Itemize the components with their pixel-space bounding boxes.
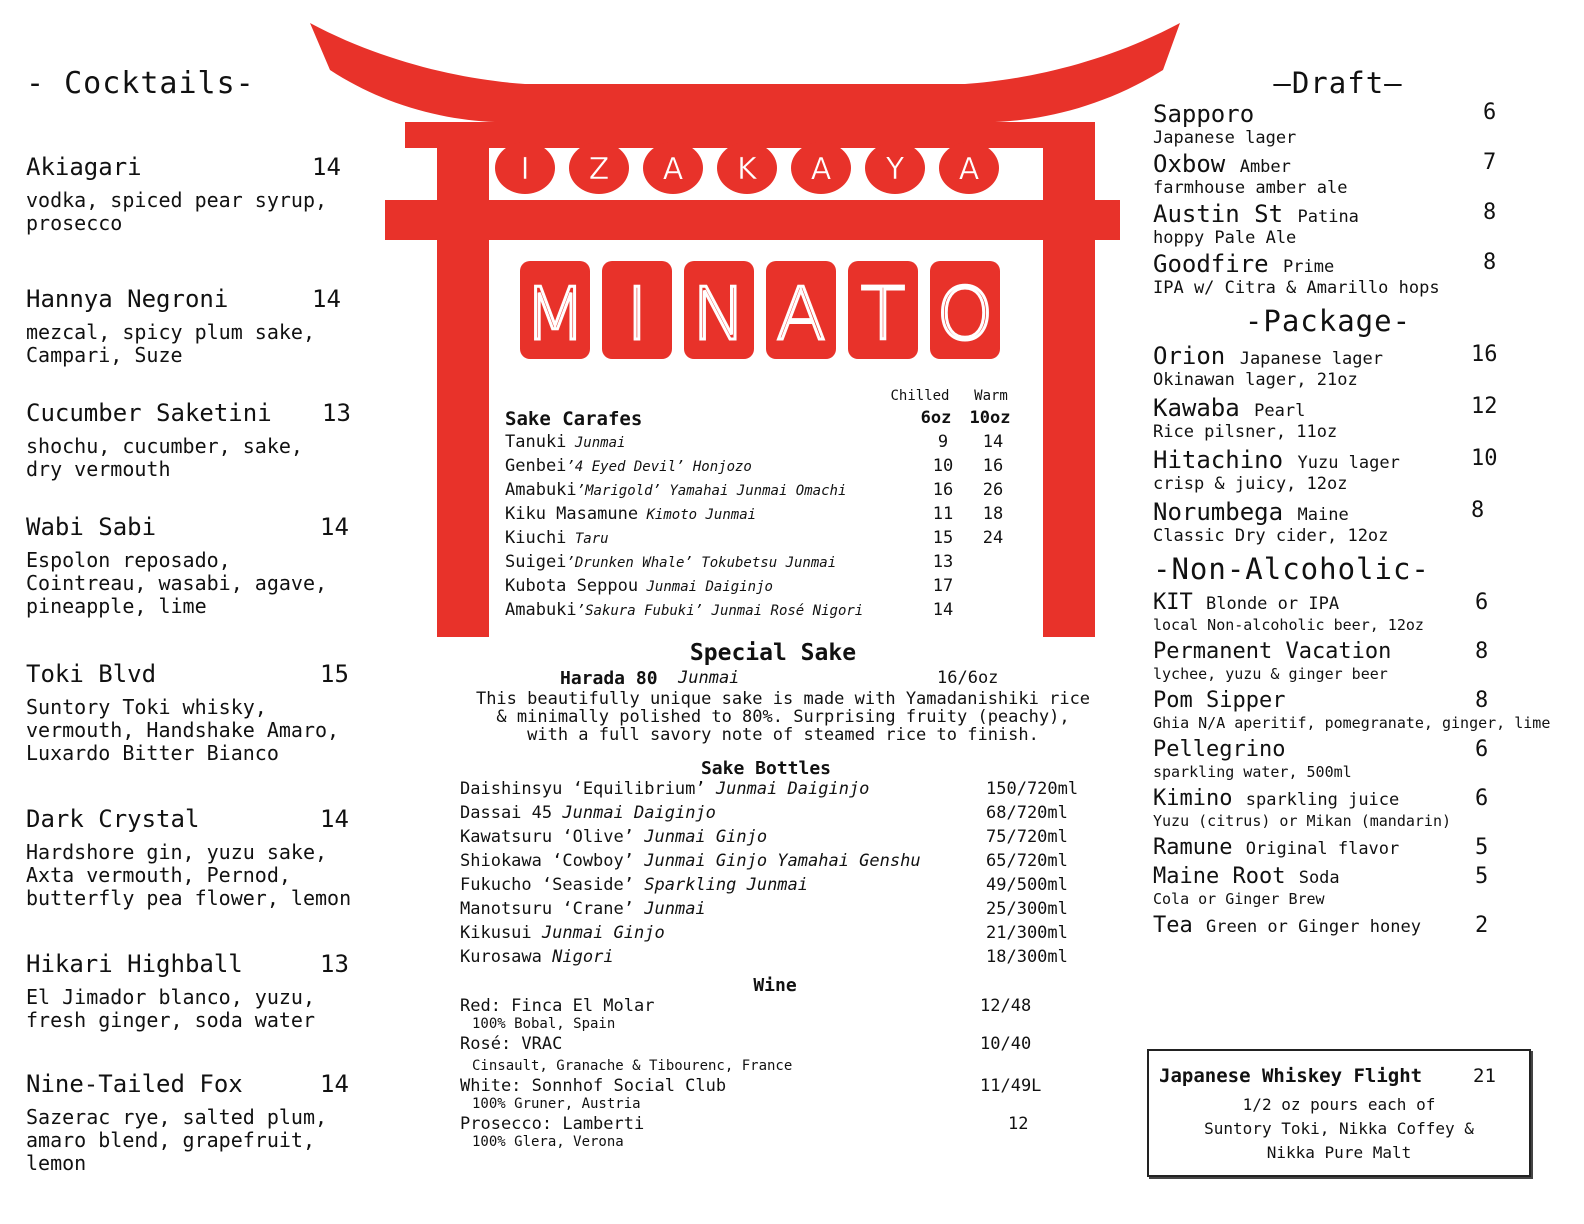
carafe-name: Kubota Seppou — [505, 576, 639, 596]
nonalc-desc: Ghia N/A aperitif, pomegranate, ginger, lime — [1153, 714, 1551, 732]
warm-size: 10oz — [969, 408, 1011, 428]
desc-line: Campari, Suze — [26, 343, 183, 367]
carafe-col-headers — [505, 388, 1025, 408]
carafe-name: Kiku Masamune — [505, 504, 639, 524]
nonalc-name-row — [1153, 590, 1553, 615]
desc-line: pineapple, lime — [26, 594, 207, 618]
flight-price: 21 — [1473, 1065, 1496, 1087]
carafes-title: Sake Carafes — [505, 408, 643, 430]
carafe-row — [505, 576, 1025, 600]
carafe-name-cell — [505, 480, 846, 500]
wine-name: Rosé: VRAC — [460, 1034, 563, 1054]
carafe-warm-price: 16 — [982, 456, 1004, 476]
izakaya-lettering — [495, 142, 999, 194]
nonalc-price: 5 — [1475, 864, 1489, 889]
package-name-row — [1153, 498, 1553, 526]
carafe-name: Suigei — [505, 552, 567, 572]
izakaya-letter: Z — [588, 152, 610, 187]
sake-bottle-style: Junmai Ginjo Yamahai Genshu — [644, 851, 921, 871]
cocktail-name: Wabi Sabi — [26, 513, 157, 541]
nonalc-item — [1153, 835, 1553, 860]
sake-bottle-style: Junmai Daiginjo — [715, 779, 870, 799]
cocktail-price: 14 — [312, 285, 341, 313]
sake-bottle-name-cell — [460, 827, 767, 847]
carafe-chilled-price: 9 — [937, 432, 949, 452]
sake-bottle-name-cell — [460, 875, 808, 895]
wine-item — [460, 1076, 1110, 1112]
package-item — [1153, 498, 1553, 546]
sake-bottle-row — [460, 923, 1110, 947]
sake-bottle-style: Sparkling Junmai — [644, 875, 809, 895]
sake-bottle-price: 49/500ml — [986, 875, 1068, 895]
draft-heading: —Draft— — [1273, 66, 1403, 100]
wine-note: Cinsault, Granache & Tibourenc, France — [472, 1058, 793, 1074]
sake-bottle-price: 65/720ml — [986, 851, 1068, 871]
nonalc-item — [1153, 590, 1553, 635]
carafe-row — [505, 552, 1025, 576]
cocktail-item — [26, 950, 406, 1032]
package-name: Hitachino — [1153, 446, 1284, 474]
wine-item — [460, 1114, 1110, 1150]
wine-list — [460, 996, 1110, 1150]
wine-price: 12 — [1008, 1114, 1029, 1134]
sake-bottles-list — [460, 779, 1110, 969]
minato-letter: O — [936, 272, 994, 356]
sake-bottle-name: Dassai 45 — [460, 803, 553, 823]
special-sake-section — [460, 640, 1110, 1152]
cocktail-name: Cucumber Saketini — [26, 399, 272, 427]
desc-line: El Jimador blanco, yuzu, — [26, 985, 315, 1009]
carafe-style: Junmai Daiginjo — [638, 579, 773, 595]
minato-letter: T — [861, 272, 905, 356]
desc-line: Espolon reposado, — [26, 548, 231, 572]
carafe-warm-price: 18 — [982, 504, 1004, 524]
cocktail-name: Hannya Negroni — [26, 285, 229, 313]
nonalc-name: Permanent Vacation — [1153, 639, 1392, 664]
special-sake-title: Special Sake — [689, 640, 857, 666]
carafe-row — [505, 600, 1025, 624]
izakaya-letter: K — [737, 152, 757, 187]
cocktail-name: Dark Crystal — [26, 805, 200, 833]
special-sake-desc — [456, 690, 1110, 744]
carafe-chilled-price: 13 — [932, 552, 954, 572]
sake-bottle-name: Daishinsyu ‘Equilibrium’ — [460, 779, 706, 799]
carafe-name-cell — [505, 552, 836, 572]
carafe-row — [505, 480, 1025, 504]
wine-name: Prosecco: Lamberti — [460, 1114, 645, 1134]
cocktail-price: 13 — [322, 399, 351, 427]
nonalc-style: Green or Ginger honey — [1206, 917, 1421, 937]
cocktail-price: 14 — [320, 805, 349, 833]
nonalc-desc: Yuzu (citrus) or Mikan (mandarin) — [1153, 812, 1452, 830]
izakaya-letter: A — [662, 152, 684, 187]
package-price: 16 — [1471, 342, 1498, 367]
nonalc-name: Ramune — [1153, 835, 1233, 860]
sake-bottle-price: 75/720ml — [986, 827, 1068, 847]
draft-item — [1153, 250, 1553, 298]
sake-bottles-title: Sake Bottles — [700, 758, 832, 779]
minato-letter: N — [692, 272, 746, 356]
desc-line: Cointreau, wasabi, agave, — [26, 571, 328, 595]
carafe-chilled-price: 16 — [932, 480, 954, 500]
carafe-style: ’Drunken Whale’ Tokubetsu Junmai — [566, 555, 837, 571]
carafe-list — [505, 432, 1025, 624]
package-list — [1153, 342, 1553, 546]
package-desc: Classic Dry cider, 12oz — [1153, 526, 1389, 546]
desc-line: vermouth, Handshake Amaro, — [26, 718, 340, 742]
nonalc-price: 6 — [1475, 786, 1489, 811]
sake-bottle-price: 21/300ml — [986, 923, 1068, 943]
package-item — [1153, 394, 1553, 442]
draft-desc: Japanese lager — [1153, 128, 1297, 148]
carafe-style: Junmai — [566, 435, 626, 451]
nonalc-name-row — [1153, 864, 1553, 889]
desc-line: prosecco — [26, 211, 123, 235]
package-style: Pearl — [1254, 401, 1306, 421]
wine-name: White: Sonnhof Social Club — [460, 1076, 727, 1096]
torii-top-beam — [310, 23, 1180, 122]
whiskey-flight-box — [1147, 1049, 1531, 1177]
package-name: Orion — [1153, 342, 1226, 370]
sake-carafes-section — [505, 388, 1025, 624]
cocktail-name: Nine-Tailed Fox — [26, 1070, 243, 1098]
package-price: 8 — [1471, 498, 1485, 523]
wine-item — [460, 996, 1110, 1032]
desc-line: dry vermouth — [26, 457, 171, 481]
sake-bottle-name: Manotsuru ‘Crane’ — [460, 899, 634, 919]
wine-item — [460, 1034, 1110, 1074]
draft-price: 7 — [1483, 150, 1497, 175]
nonalc-name-row — [1153, 737, 1553, 762]
desc-line: mezcal, spicy plum sake, — [26, 320, 315, 344]
cocktail-price: 14 — [312, 153, 341, 181]
carafe-style: ’Sakura Fubuki’ Junmai Rosé Nigori — [576, 603, 864, 619]
carafe-chilled-price: 17 — [932, 576, 954, 596]
draft-price: 8 — [1483, 250, 1497, 275]
carafe-name: Kiuchi — [505, 528, 567, 548]
desc-line: vodka, spiced pear syrup, — [26, 188, 328, 212]
carafe-title-row — [505, 408, 1025, 432]
desc-line: Axta vermouth, Pernod, — [26, 863, 291, 887]
nonalc-style: sparkling juice — [1245, 790, 1400, 810]
nonalc-desc: lychee, yuzu & ginger beer — [1153, 665, 1388, 683]
package-style: Yuzu lager — [1297, 453, 1400, 473]
minato-letter: A — [776, 272, 826, 356]
carafe-name: Genbei — [505, 456, 567, 476]
draft-list — [1153, 100, 1553, 298]
nonalc-style: Original flavor — [1245, 839, 1400, 859]
desc-line: Suntory Toki, Nikka Coffey & — [1204, 1119, 1474, 1138]
wine-name: Red: Finca El Molar — [460, 996, 655, 1016]
cocktail-price: 14 — [320, 513, 349, 541]
special-sake-row — [460, 668, 1110, 690]
package-price: 10 — [1471, 446, 1498, 471]
nonalc-item — [1153, 639, 1553, 684]
sake-bottle-name: Shiokawa ‘Cowboy’ — [460, 851, 634, 871]
draft-style: Amber — [1239, 157, 1291, 177]
desc-line: Hardshore gin, yuzu sake, — [26, 840, 328, 864]
draft-item — [1153, 200, 1553, 248]
nonalc-name: Maine Root — [1153, 864, 1286, 889]
nonalc-name: Pellegrino — [1153, 737, 1286, 762]
izakaya-letter: I — [520, 152, 530, 187]
nonalc-name-row — [1153, 639, 1553, 664]
carafe-name-cell — [505, 600, 863, 620]
carafe-style: Kimoto Junmai — [638, 507, 757, 523]
cocktail-name: Toki Blvd — [26, 660, 157, 688]
wine-name-row — [460, 1114, 1110, 1134]
carafe-name-cell — [505, 456, 752, 476]
sake-bottle-style: Junmai Ginjo — [541, 923, 665, 943]
package-desc: Okinawan lager, 21oz — [1153, 370, 1358, 390]
package-item — [1153, 342, 1553, 390]
carafe-warm-price: 24 — [982, 528, 1004, 548]
nonalc-price: 6 — [1475, 590, 1489, 615]
desc-line: with a full savory note of steamed rice to finish. — [527, 725, 1039, 745]
cocktail-desc — [26, 1106, 406, 1175]
wine-note: 100% Gruner, Austria — [472, 1096, 641, 1112]
draft-desc: farmhouse amber ale — [1153, 178, 1348, 198]
torii-right-pillar — [1043, 122, 1095, 637]
nonalc-name: Tea — [1153, 913, 1193, 938]
sake-bottle-row — [460, 875, 1110, 899]
desc-line: Luxardo Bitter Bianco — [26, 741, 279, 765]
drinks-right-column — [1153, 66, 1553, 942]
nonalc-item — [1153, 913, 1553, 938]
desc-line: shochu, cucumber, sake, — [26, 434, 303, 458]
carafe-chilled-price: 10 — [932, 456, 954, 476]
draft-price: 8 — [1483, 200, 1497, 225]
carafe-name: Amabuki — [505, 600, 577, 620]
sake-bottle-name: Kawatsuru ‘Olive’ — [460, 827, 634, 847]
nonalc-name: KIT — [1153, 590, 1193, 615]
carafe-style: Taru — [566, 531, 609, 547]
sake-bottle-name-cell — [460, 923, 665, 943]
carafe-name-cell — [505, 504, 756, 524]
draft-name: Sapporo — [1153, 100, 1255, 128]
carafe-name: Amabuki — [505, 480, 577, 500]
sake-bottle-row — [460, 947, 1110, 969]
desc-line: & minimally polished to 80%. Surprising fruity (peachy), — [496, 707, 1070, 727]
nonalc-name-row — [1153, 786, 1553, 811]
sake-bottle-style: Junmai Ginjo — [644, 827, 768, 847]
carafe-row — [505, 504, 1025, 528]
carafe-row — [505, 432, 1025, 456]
desc-line: This beautifully unique sake is made with Yamadanishiki rice — [475, 689, 1091, 709]
chilled-size: 6oz — [920, 408, 952, 428]
torii-left-pillar — [437, 122, 489, 637]
draft-desc: hoppy Pale Ale — [1153, 228, 1297, 248]
nonalc-heading: -Non-Alcoholic- — [1153, 552, 1430, 586]
nonalc-price: 5 — [1475, 835, 1489, 860]
flight-title: Japanese Whiskey Flight — [1159, 1065, 1423, 1087]
wine-name-row — [460, 996, 1110, 1016]
nonalc-list — [1153, 590, 1553, 938]
carafe-name-cell — [505, 528, 609, 548]
flight-desc — [1149, 1093, 1529, 1165]
package-name: Kawaba — [1153, 394, 1240, 422]
package-style: Maine — [1297, 505, 1349, 525]
wine-note: 100% Bobal, Spain — [472, 1016, 616, 1032]
wine-price: 11/49L — [980, 1076, 1042, 1096]
nonalc-item — [1153, 688, 1553, 733]
carafe-style: ’Marigold’ Yamahai Junmai Omachi — [576, 483, 847, 499]
package-price: 12 — [1471, 394, 1498, 419]
package-item — [1153, 446, 1553, 494]
cocktail-item — [26, 805, 406, 910]
nonalc-price: 8 — [1475, 639, 1489, 664]
nonalc-name-row — [1153, 688, 1553, 713]
desc-line: Suntory Toki whisky, — [26, 695, 267, 719]
desc-line: Nikka Pure Malt — [1266, 1143, 1412, 1162]
desc-line: Sazerac rye, salted plum, — [26, 1105, 328, 1129]
desc-line: amaro blend, grapefruit, — [26, 1128, 315, 1152]
draft-style: Patina — [1297, 207, 1359, 227]
carafe-chilled-price: 11 — [932, 504, 954, 524]
nonalc-desc: sparkling water, 500ml — [1153, 763, 1352, 781]
sake-bottle-row — [460, 851, 1110, 875]
sake-bottle-row — [460, 803, 1110, 827]
flight-title-row — [1159, 1065, 1529, 1089]
carafe-name: Tanuki — [505, 432, 567, 452]
wine-price: 10/40 — [980, 1034, 1032, 1054]
nonalc-price: 8 — [1475, 688, 1489, 713]
nonalc-name-row — [1153, 913, 1553, 938]
minato-lettering — [520, 261, 1000, 359]
nonalc-style: Blonde or IPA — [1206, 594, 1340, 614]
izakaya-letter: A — [958, 152, 980, 187]
nonalc-item — [1153, 737, 1553, 782]
cocktail-desc — [26, 986, 406, 1032]
sake-bottle-name-cell — [460, 947, 614, 967]
wine-name-row — [460, 1034, 1110, 1054]
torii-lower-beam — [385, 200, 1120, 240]
sake-bottle-name-cell — [460, 779, 869, 799]
draft-desc: IPA w/ Citra & Amarillo hops — [1153, 278, 1440, 298]
package-desc: Rice pilsner, 11oz — [1153, 422, 1338, 442]
izakaya-letter: Y — [885, 152, 905, 187]
cocktail-item — [26, 660, 406, 765]
sake-bottle-name-cell — [460, 803, 716, 823]
wine-note: 100% Glera, Verona — [472, 1134, 624, 1150]
draft-name: Austin St — [1153, 200, 1284, 228]
nonalc-style: Soda — [1298, 868, 1340, 888]
desc-line: butterfly pea flower, lemon — [26, 886, 352, 910]
carafe-warm-price: 26 — [982, 480, 1004, 500]
draft-price: 6 — [1483, 100, 1497, 125]
draft-name: Oxbow — [1153, 150, 1226, 178]
nonalc-item — [1153, 786, 1553, 831]
desc-line: 1/2 oz pours each of — [1242, 1095, 1436, 1114]
cocktail-price: 15 — [320, 660, 349, 688]
cocktail-desc — [26, 841, 406, 910]
carafe-chilled-price: 15 — [932, 528, 954, 548]
sake-bottle-row — [460, 779, 1110, 803]
cocktails-heading: - Cocktails- — [26, 66, 255, 101]
sake-bottle-price: 18/300ml — [986, 947, 1068, 967]
sake-bottle-style: Junmai — [644, 899, 706, 919]
nonalc-desc: Cola or Ginger Brew — [1153, 890, 1325, 908]
desc-line: fresh ginger, soda water — [26, 1008, 315, 1032]
sake-bottle-price: 150/720ml — [986, 779, 1079, 799]
nonalc-price: 2 — [1475, 913, 1489, 938]
carafe-row — [505, 528, 1025, 552]
sake-bottle-name-cell — [460, 899, 706, 919]
nonalc-name: Pom Sipper — [1153, 688, 1286, 713]
nonalc-name-row — [1153, 835, 1553, 860]
package-style: Japanese lager — [1239, 349, 1383, 369]
sake-bottle-row — [460, 827, 1110, 851]
nonalc-price: 6 — [1475, 737, 1489, 762]
cocktail-item — [26, 1070, 406, 1175]
minato-letter: M — [523, 272, 587, 356]
nonalc-desc: local Non-alcoholic beer, 12oz — [1153, 616, 1424, 634]
sake-bottle-name-cell — [460, 851, 921, 871]
draft-item — [1153, 100, 1553, 148]
minato-letter: I — [626, 272, 648, 356]
sake-bottle-style: Nigori — [552, 947, 614, 967]
wine-price: 12/48 — [980, 996, 1032, 1016]
draft-style: Prime — [1283, 257, 1335, 277]
package-name: Norumbega — [1153, 498, 1284, 526]
carafe-name-cell — [505, 432, 625, 452]
cocktail-price: 13 — [320, 950, 349, 978]
chilled-header: Chilled — [890, 388, 950, 404]
carafe-name-cell — [505, 576, 773, 596]
nonalc-item — [1153, 864, 1553, 909]
sake-bottle-name: Kurosawa — [460, 947, 542, 967]
warm-header: Warm — [974, 388, 1008, 404]
package-heading: -Package- — [1244, 304, 1412, 338]
sake-bottle-name: Fukucho ‘Seaside’ — [460, 875, 634, 895]
sake-bottle-price: 68/720ml — [986, 803, 1068, 823]
desc-line: lemon — [26, 1151, 87, 1175]
package-desc: crisp & juicy, 12oz — [1153, 474, 1348, 494]
nonalc-name: Kimino — [1153, 786, 1233, 811]
draft-name: Goodfire — [1153, 250, 1269, 278]
cocktail-desc — [26, 696, 406, 765]
sake-bottle-row — [460, 899, 1110, 923]
cocktail-name: Akiagari — [26, 153, 142, 181]
special-sake-name: Harada 80 — [560, 668, 658, 689]
carafe-row — [505, 456, 1025, 480]
wine-name-row — [460, 1076, 1110, 1096]
carafe-warm-price: 14 — [982, 432, 1004, 452]
sake-bottle-name: Kikusui — [460, 923, 532, 943]
carafe-chilled-price: 14 — [932, 600, 954, 620]
cocktail-price: 14 — [320, 1070, 349, 1098]
izakaya-letter: A — [810, 152, 832, 187]
draft-item — [1153, 150, 1553, 198]
sake-bottle-price: 25/300ml — [986, 899, 1068, 919]
carafe-style: ’4 Eyed Devil’ Honjozo — [566, 459, 752, 475]
sake-bottle-style: Junmai Daiginjo — [562, 803, 716, 823]
special-sake-price: 16/6oz — [937, 668, 999, 688]
special-sake-type: Junmai — [678, 668, 740, 688]
cocktail-name: Hikari Highball — [26, 950, 243, 978]
wine-title: Wine — [753, 975, 797, 996]
